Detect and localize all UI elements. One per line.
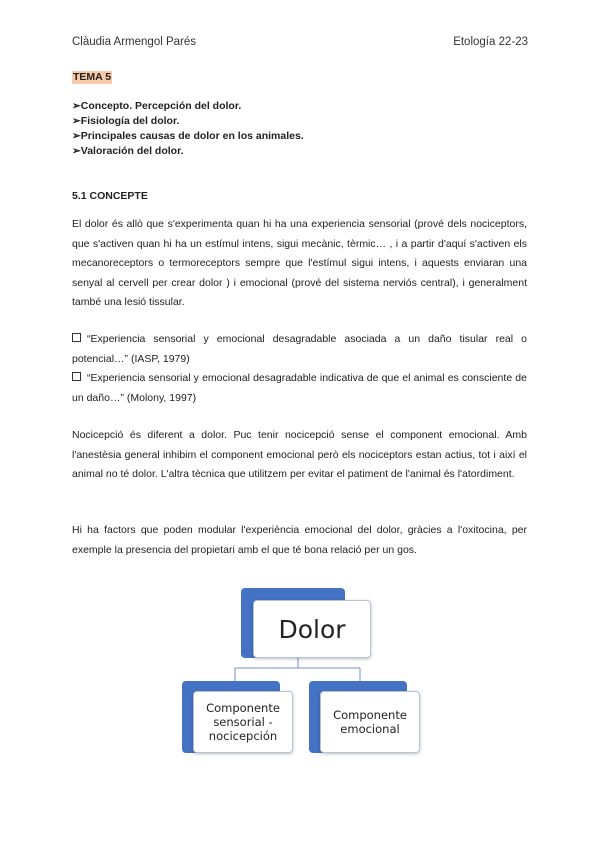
quote-iasp [72, 330, 527, 369]
topic-item: ➢Valoración del dolor. [72, 145, 184, 157]
tema-title: TEMA 5 [73, 71, 112, 83]
checkbox-icon [72, 333, 81, 342]
root-label: Dolor [253, 600, 371, 658]
topic-item: ➢Principales causas de dolor en los animales. [72, 130, 304, 142]
quote-molony-text: “Experiencia sensorial y emocional desagradable indicativa de que el animal es consciente de un daño…” (Molony, 1997) [72, 372, 527, 404]
checkbox-icon [72, 372, 81, 381]
paragraph-definition: El dolor és allò que s'experimenta quan hi ha una experiencia sensorial (prové dels nociceptors, que s'activen quan hi ha un estímul intens, sigui mecànic, tèrmic… , i a partir d'aquí s'activen els mecanoreceptors o termoreceptors sempre que l'estímul sigui intens, i aquests enviaran una senyal al cervell per crear dolor ) i emocional (prové del sistema nerviós central), i generalment també una lesió tissular. [72, 218, 527, 308]
header-author: Clàudia Armengol Parés [72, 36, 197, 48]
quote-molony [72, 369, 527, 408]
emocional-label: Componente emocional [320, 691, 420, 753]
topic-item: ➢Fisiología del dolor. [72, 115, 180, 127]
paragraph-nocicepcio: Nocicepció és diferent a dolor. Puc tenir nocicepció sense el component emocional. Amb l'anestèsia general inhibim el component emocional però els nociceptors estan actius, tot i així el animal no té dolor. L'altra tècnica que utilitzem per evitar el patiment de l'animal és l'atordiment. [72, 429, 527, 480]
paragraph-factors: Hi ha factors que poden modular l'experiència emocional del dolor, gràcies a l'oxitocina, per exemple la presencia del propietari amb el que té bona relació per un gos. [72, 524, 527, 556]
quote-list [72, 330, 527, 408]
header-course: Etología 22-23 [453, 36, 528, 48]
section-title: 5.1 CONCEPTE [72, 190, 148, 202]
sensorial-label: Componente sensorial - nocicepción [193, 691, 293, 753]
quote-iasp-text: “Experiencia sensorial y emocional desagradable asociada a un daño tisular real o potencial…” (IASP, 1979) [72, 333, 527, 365]
topic-item: ➢Concepto. Percepción del dolor. [72, 100, 242, 112]
topic-list [72, 99, 304, 159]
